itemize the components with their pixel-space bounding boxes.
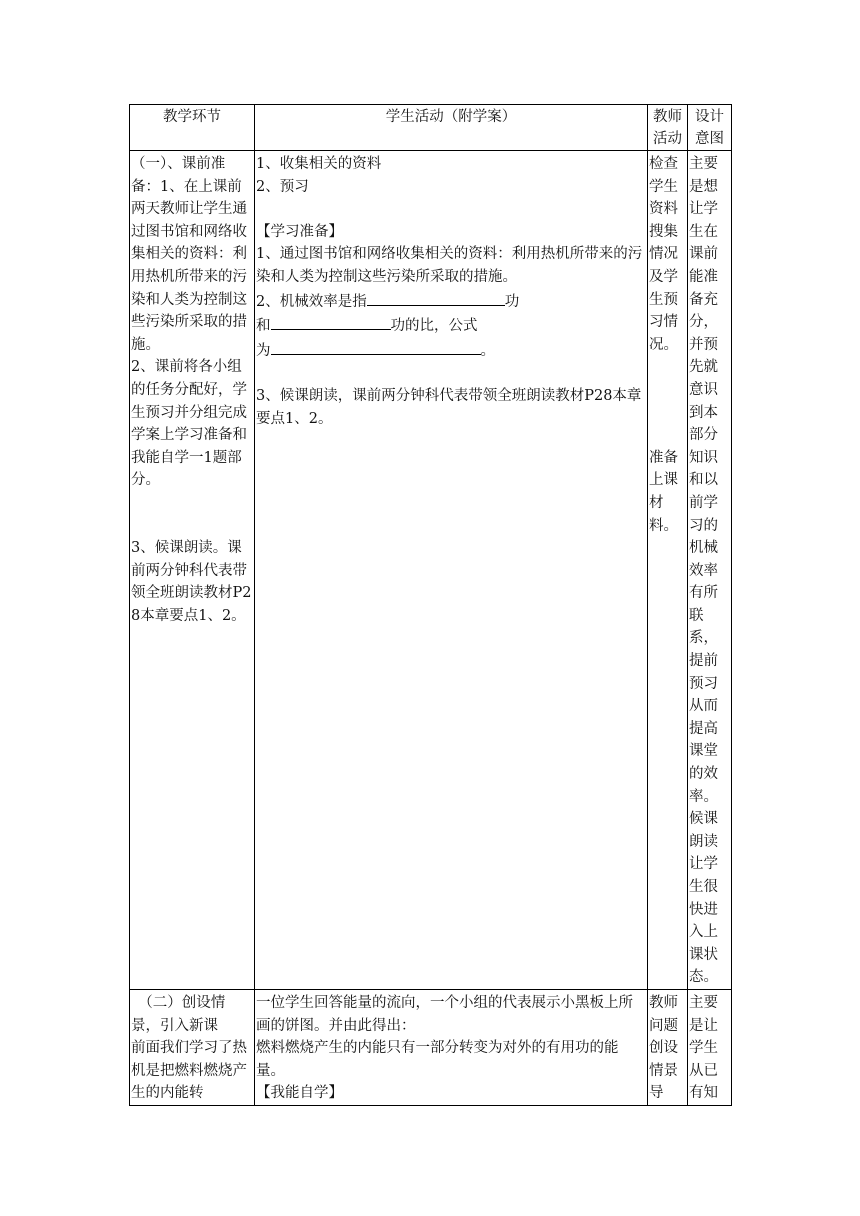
question-text: 和	[256, 318, 271, 335]
activity-paragraph: 一位学生回答能量的流向，一个小组的代表展示小黑板上所画的饼图。并由此得出：	[256, 994, 633, 1034]
intent-text: 主要是让学生从已有知	[689, 994, 718, 1102]
design-intent-cell	[688, 151, 732, 990]
fill-blank	[271, 313, 391, 330]
student-activity-cell	[255, 989, 648, 1105]
teacher-activity-cell	[648, 151, 688, 990]
teacher-activity-cell	[648, 989, 688, 1105]
stage-paragraph: （二）创设情景，引入新课	[131, 994, 226, 1034]
activity-question	[256, 313, 646, 338]
stage-paragraph: （一）、课前准备：1、在上课前两天教师让学生通过图书馆和网络收集相关的资料：利用热机所带来的污染和人类为控制这些污染所采取的措施。	[131, 156, 247, 353]
stage-cell	[130, 151, 255, 990]
question-text: 。	[480, 342, 495, 359]
table-row-preparation	[130, 151, 732, 990]
activity-line: 1、收集相关的资料	[256, 156, 382, 172]
activity-question	[256, 338, 646, 363]
section-heading: 【我能自学】	[256, 1085, 343, 1102]
question-text: 功	[504, 293, 520, 310]
table-row-introduction	[130, 989, 732, 1105]
activity-question: 3、候课朗读，课前两分钟科代表带领全班朗读教材P28本章要点1、2。	[256, 387, 642, 427]
teacher-note: 检查学生资料搜集情况及学生预习情况。	[649, 156, 678, 353]
table-header-row	[130, 105, 732, 151]
stage-paragraph: 2、课前将各小组的任务分配好，学生预习并分组完成学案上学习准备和我能自学一1题部分。	[131, 359, 247, 489]
question-text: 为	[256, 342, 271, 359]
activity-line: 2、预习	[256, 178, 309, 195]
section-heading: 【学习准备】	[256, 223, 343, 240]
teacher-note: 准备上课材料。	[649, 449, 678, 534]
question-text: 2、机械效率是指	[256, 293, 367, 310]
teacher-note: 教师问题创设情景导	[649, 994, 678, 1102]
header-teacher-activity: 教师活动	[648, 105, 688, 151]
fill-blank	[271, 338, 481, 355]
fill-blank	[367, 289, 505, 306]
activity-paragraph: 燃料燃烧产生的内能只有一部分转变为对外的有用功的能量。	[256, 1040, 619, 1079]
stage-paragraph: 前面我们学习了热机是把燃料燃烧产生的内能转	[131, 1040, 247, 1102]
activity-question: 1、通过图书馆和网络收集相关的资料：利用热机所带来的污染和人类为控制这些污染所采取的措施。	[256, 246, 643, 285]
lesson-plan-table	[129, 104, 732, 1106]
stage-paragraph: 3、候课朗读。课前两分钟科代表带领全班朗读教材P28本章要点1、2。	[131, 540, 252, 624]
activity-question	[256, 289, 646, 314]
header-stage: 教学环节	[130, 105, 255, 151]
header-student-activity: 学生活动（附学案）	[255, 105, 648, 151]
design-intent-cell	[688, 989, 732, 1105]
question-text: 功的比，公式	[390, 318, 478, 335]
header-design-intent: 设计意图	[688, 105, 732, 151]
student-activity-cell	[255, 151, 648, 990]
stage-cell	[130, 989, 255, 1105]
intent-text: 主要是想让学生在课前能准备充分，并预先就意识到本部分知识和以前学习的机械效率有所联系，提前预习从而提高课堂的效率。候课朗读让学生很快进入上课状态。	[689, 156, 718, 986]
